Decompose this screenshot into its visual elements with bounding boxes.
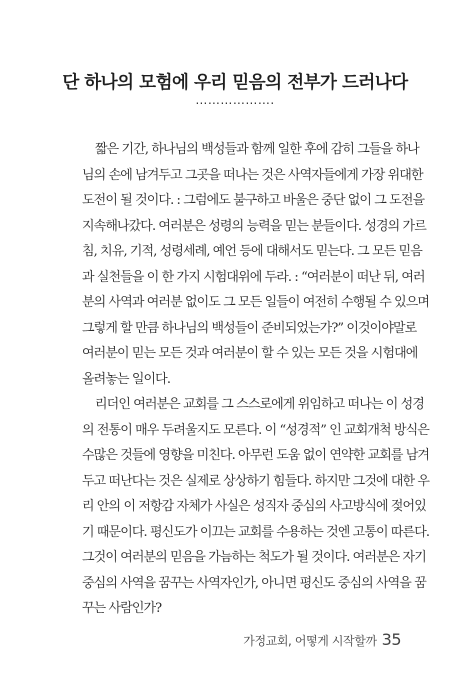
body-line: 리더인 여러분은 교회를 그 스스로에게 위임하고 떠나는 이 성경 [95,397,424,412]
body-line: 과 실천들을 이 한 가지 시험대위에 두라. : “여러분이 떠난 뒤, 여러 [82,269,425,285]
body-text [82,137,430,622]
body-line: 꾸는 사람인가? [82,601,162,616]
body-line: 리 안의 이 저항감 자체가 사실은 성직자 중심의 사고방식에 젖어있 [82,499,426,514]
body-line: 지속해나갔다. 여러분은 성령의 능력을 믿는 분들이다. 성경의 가르 [82,218,426,234]
title-separator: ………………. [195,93,275,107]
body-line: 침, 치유, 기적, 성령세례, 예언 등에 대해서도 믿는다. 그 모든 믿음 [82,244,422,259]
body-line: 그렇게 할 만큼 하나님의 백성들이 준비되었는가?” 이것이야말로 [82,320,417,336]
body-line: 짧은 기간, 하나님의 백성들과 함께 일한 후에 감히 그들을 하나 [95,142,419,157]
body-line: 두고 떠난다는 것은 실제로 상상하기 힘들다. 하지만 그것에 대한 우 [82,473,430,489]
body-line: 올려놓는 일이다. [82,371,171,387]
page-number: 35 [381,630,401,649]
page-title: 단 하나의 모험에 우리 믿음의 전부가 드러나다 [62,73,408,93]
body-line: 의 전통이 매우 두려울지도 모른다. 이 “성경적” 인 교회개척 방식은 [82,422,429,438]
body-line: 여러분이 믿는 모든 것과 여러분이 할 수 있는 모든 것을 시험대에 [82,346,418,361]
body-line: 님의 손에 남겨두고 그곳을 떠나는 것은 사역자들에게 가장 위대한 [82,167,423,183]
body-line: 중심의 사역을 꿈꾸는 사역자인가, 아니면 평신도 중심의 사역을 꿈 [82,575,426,591]
body-line: 그것이 여러분의 믿음을 가늠하는 척도가 될 것이다. 여러분은 자기 [82,550,426,565]
running-footer-title: 가정교회, 어떻게 시작할까 [243,634,377,648]
body-line: 기 때문이다. 평신도가 이끄는 교회를 수용하는 것엔 고통이 따른다. [82,524,430,540]
body-line: 수많은 것들에 영향을 미친다. 아무런 도움 없이 연약한 교회를 남겨 [82,448,430,463]
body-line: 도전이 될 것이다. : 그럼에도 불구하고 바울은 중단 없이 그 도전을 [82,193,425,208]
page-footer [243,630,401,649]
body-line: 분의 사역과 여러분 없이도 그 모든 일들이 여전히 수행될 수 있으며 [82,295,430,310]
